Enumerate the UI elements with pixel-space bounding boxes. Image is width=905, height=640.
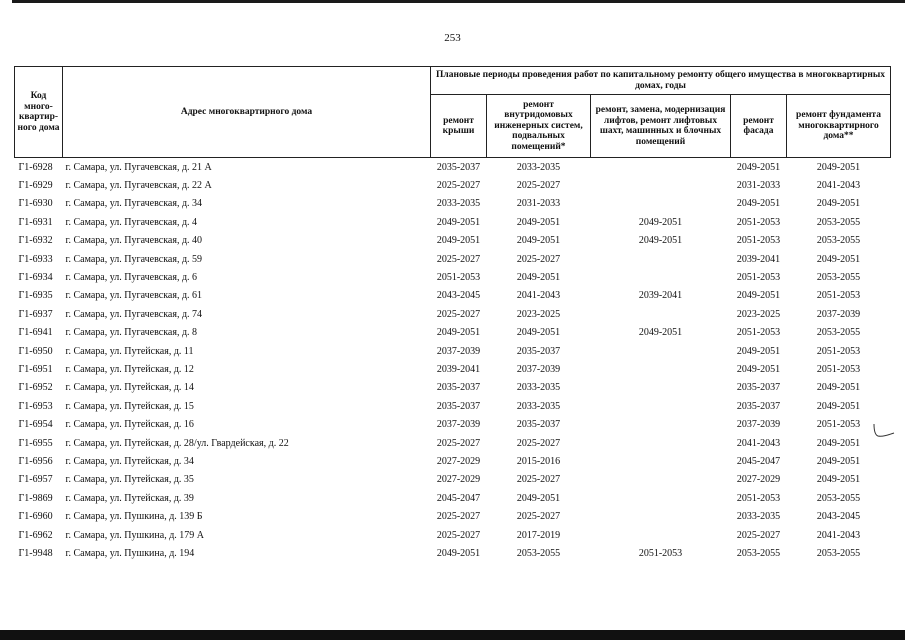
cell-code: Г1-6930 <box>18 198 53 210</box>
cell-facade: 2031-2033 <box>736 180 781 192</box>
table-row <box>15 415 891 433</box>
cell-engineering: 2035-2037 <box>516 345 561 357</box>
cell-elevators: 2051-2053 <box>638 547 683 559</box>
cell-code: Г1-6941 <box>18 327 53 339</box>
cell-foundation: 2053-2055 <box>816 547 861 559</box>
cell-engineering: 2025-2027 <box>516 474 561 486</box>
cell-facade: 2023-2025 <box>736 308 781 320</box>
table-row <box>15 305 891 323</box>
cell-address: г. Самара, ул. Путейская, д. 15 <box>65 400 194 412</box>
cell-facade: 2049-2051 <box>736 363 781 375</box>
table-row <box>15 287 891 305</box>
cell-roof: 2027-2029 <box>436 455 481 467</box>
cell-roof: 2043-2045 <box>436 290 481 302</box>
cell-elevators <box>591 360 731 378</box>
cell-engineering: 2017-2019 <box>516 529 561 541</box>
table-row <box>15 176 891 194</box>
cell-elevators <box>591 176 731 194</box>
header-engineering: ремонт внутридомовых инженерных систем, подвальных помещений* <box>487 95 591 158</box>
cell-code: Г1-6950 <box>18 345 53 357</box>
cell-facade: 2051-2053 <box>736 272 781 284</box>
cell-roof: 2035-2037 <box>436 400 481 412</box>
cell-foundation: 2041-2043 <box>816 180 861 192</box>
cell-engineering: 2041-2043 <box>516 290 561 302</box>
cell-code: Г1-6935 <box>18 290 53 302</box>
cell-facade: 2039-2041 <box>736 253 781 265</box>
cell-elevators <box>591 195 731 213</box>
table-row <box>15 489 891 507</box>
cell-code: Г1-6955 <box>18 437 53 449</box>
table-row <box>15 232 891 250</box>
cell-address: г. Самара, ул. Пугачевская, д. 40 <box>65 235 203 247</box>
cell-foundation: 2053-2055 <box>816 235 861 247</box>
header-roof: ремонт крыши <box>431 95 487 158</box>
cell-roof: 2049-2051 <box>436 327 481 339</box>
top-edge-rule <box>12 0 905 3</box>
cell-roof: 2037-2039 <box>436 419 481 431</box>
cell-foundation: 2053-2055 <box>816 216 861 228</box>
cell-roof: 2025-2027 <box>436 529 481 541</box>
cell-engineering: 2049-2051 <box>516 327 561 339</box>
table-row <box>15 379 891 397</box>
cell-foundation: 2049-2051 <box>816 253 861 265</box>
cell-engineering: 2049-2051 <box>516 216 561 228</box>
cell-roof: 2035-2037 <box>436 161 481 173</box>
cell-elevators <box>591 526 731 544</box>
cell-roof: 2049-2051 <box>436 235 481 247</box>
cell-engineering: 2037-2039 <box>516 363 561 375</box>
cell-roof: 2045-2047 <box>436 492 481 504</box>
cell-engineering: 2031-2033 <box>516 198 561 210</box>
cell-elevators <box>591 434 731 452</box>
cell-code: Г1-6937 <box>18 308 53 320</box>
cell-code: Г1-9948 <box>18 547 53 559</box>
cell-engineering: 2033-2035 <box>516 400 561 412</box>
cell-address: г. Самара, ул. Пушкина, д. 194 <box>65 547 195 559</box>
cell-code: Г1-6933 <box>18 253 53 265</box>
cell-facade: 2035-2037 <box>736 400 781 412</box>
cell-elevators <box>591 471 731 489</box>
cell-address: г. Самара, ул. Путейская, д. 35 <box>65 474 194 486</box>
cell-foundation: 2051-2053 <box>816 419 861 431</box>
cell-roof: 2033-2035 <box>436 198 481 210</box>
cell-address: г. Самара, ул. Путейская, д. 12 <box>65 363 194 375</box>
cell-roof: 2025-2027 <box>436 511 481 523</box>
cell-elevators <box>591 305 731 323</box>
repair-schedule-table <box>14 66 891 563</box>
cell-facade: 2051-2053 <box>736 327 781 339</box>
cell-roof: 2027-2029 <box>436 474 481 486</box>
cell-roof: 2025-2027 <box>436 437 481 449</box>
table-row <box>15 324 891 342</box>
cell-engineering: 2025-2027 <box>516 511 561 523</box>
cell-elevators: 2049-2051 <box>638 235 683 247</box>
cell-facade: 2025-2027 <box>736 529 781 541</box>
cell-facade: 2045-2047 <box>736 455 781 467</box>
cell-code: Г1-6952 <box>18 382 53 394</box>
cell-code: Г1-6960 <box>18 511 53 523</box>
table-row <box>15 195 891 213</box>
cell-engineering: 2049-2051 <box>516 492 561 504</box>
cell-roof: 2025-2027 <box>436 253 481 265</box>
cell-foundation: 2049-2051 <box>816 198 861 210</box>
cell-engineering: 2053-2055 <box>516 547 561 559</box>
cell-code: Г1-6932 <box>18 235 53 247</box>
cell-foundation: 2049-2051 <box>816 474 861 486</box>
cell-foundation: 2043-2045 <box>816 511 861 523</box>
table-row <box>15 397 891 415</box>
cell-code: Г1-6951 <box>18 363 53 375</box>
table-row <box>15 342 891 360</box>
bottom-edge-rule <box>0 630 905 640</box>
cell-roof: 2049-2051 <box>436 547 481 559</box>
cell-address: г. Самара, ул. Пугачевская, д. 6 <box>65 272 198 284</box>
cell-foundation: 2049-2051 <box>816 161 861 173</box>
cell-facade: 2035-2037 <box>736 382 781 394</box>
cell-engineering: 2015-2016 <box>516 455 561 467</box>
table-row <box>15 544 891 562</box>
cell-elevators <box>591 250 731 268</box>
header-periods: Плановые периоды проведения работ по капитальному ремонту общего имущества в многоквартирных домах, годы <box>431 67 891 95</box>
cell-engineering: 2023-2025 <box>516 308 561 320</box>
cell-address: г. Самара, ул. Пугачевская, д. 21 А <box>65 161 212 173</box>
cell-code: Г1-6931 <box>18 216 53 228</box>
cell-foundation: 2049-2051 <box>816 455 861 467</box>
table-row <box>15 213 891 231</box>
cell-foundation: 2053-2055 <box>816 327 861 339</box>
cell-engineering: 2025-2027 <box>516 180 561 192</box>
cell-facade: 2051-2053 <box>736 235 781 247</box>
table-row <box>15 434 891 452</box>
cell-foundation: 2051-2053 <box>816 345 861 357</box>
cell-facade: 2041-2043 <box>736 437 781 449</box>
table-row <box>15 268 891 286</box>
cell-elevators <box>591 452 731 470</box>
cell-foundation: 2037-2039 <box>816 308 861 320</box>
cell-address: г. Самара, ул. Пугачевская, д. 4 <box>65 216 198 228</box>
cell-elevators <box>591 342 731 360</box>
cell-engineering: 2025-2027 <box>516 437 561 449</box>
cell-facade: 2027-2029 <box>736 474 781 486</box>
cell-code: Г1-6928 <box>18 161 53 173</box>
table-row <box>15 526 891 544</box>
cell-foundation: 2053-2055 <box>816 272 861 284</box>
cell-address: г. Самара, ул. Пугачевская, д. 8 <box>65 327 198 339</box>
cell-address: г. Самара, ул. Пушкина, д. 139 Б <box>65 511 203 523</box>
cell-foundation: 2053-2055 <box>816 492 861 504</box>
cell-elevators <box>591 489 731 507</box>
cell-roof: 2037-2039 <box>436 345 481 357</box>
cell-address: г. Самара, ул. Путейская, д. 11 <box>65 345 194 357</box>
header-code: Код много-квартир-ного дома <box>15 67 63 158</box>
cell-code: Г1-6953 <box>18 400 53 412</box>
cell-roof: 2051-2053 <box>436 272 481 284</box>
cell-engineering: 2049-2051 <box>516 235 561 247</box>
cell-elevators <box>591 158 731 177</box>
cell-roof: 2025-2027 <box>436 308 481 320</box>
cell-code: Г1-6962 <box>18 529 53 541</box>
cell-foundation: 2049-2051 <box>816 400 861 412</box>
cell-code: Г1-6934 <box>18 272 53 284</box>
cell-engineering: 2025-2027 <box>516 253 561 265</box>
cell-code: Г1-6954 <box>18 419 53 431</box>
cell-facade: 2049-2051 <box>736 198 781 210</box>
cell-facade: 2051-2053 <box>736 492 781 504</box>
cell-facade: 2049-2051 <box>736 290 781 302</box>
cell-address: г. Самара, ул. Путейская, д. 16 <box>65 419 194 431</box>
cell-roof: 2039-2041 <box>436 363 481 375</box>
cell-elevators <box>591 415 731 433</box>
cell-code: Г1-6956 <box>18 455 53 467</box>
cell-address: г. Самара, ул. Путейская, д. 28/ул. Гвардейская, д. 22 <box>65 437 289 449</box>
cell-roof: 2035-2037 <box>436 382 481 394</box>
cell-elevators <box>591 507 731 525</box>
page-number: 253 <box>444 32 461 44</box>
cell-address: г. Самара, ул. Путейская, д. 39 <box>65 492 194 504</box>
cell-elevators <box>591 379 731 397</box>
table-row <box>15 507 891 525</box>
cell-foundation: 2041-2043 <box>816 529 861 541</box>
cell-facade: 2051-2053 <box>736 216 781 228</box>
header-elevators: ремонт, замена, модернизация лифтов, ремонт лифтовых шахт, машинных и блочных помещений <box>591 95 731 158</box>
header-foundation: ремонт фундамента многоквартирного дома** <box>787 95 891 158</box>
cell-address: г. Самара, ул. Пугачевская, д. 22 А <box>65 180 212 192</box>
cell-address: г. Самара, ул. Пугачевская, д. 34 <box>65 198 203 210</box>
cell-facade: 2053-2055 <box>736 547 781 559</box>
header-facade: ремонт фасада <box>731 95 787 158</box>
cell-engineering: 2033-2035 <box>516 382 561 394</box>
table-row <box>15 360 891 378</box>
cell-code: Г1-6957 <box>18 474 53 486</box>
cell-foundation: 2051-2053 <box>816 290 861 302</box>
cell-engineering: 2049-2051 <box>516 272 561 284</box>
cell-elevators <box>591 268 731 286</box>
cell-elevators: 2049-2051 <box>638 327 683 339</box>
cell-elevators: 2049-2051 <box>638 216 683 228</box>
handwritten-check-mark <box>872 422 896 442</box>
cell-facade: 2049-2051 <box>736 161 781 173</box>
table-row <box>15 158 891 177</box>
header-address: Адрес многоквартирного дома <box>63 67 431 158</box>
cell-roof: 2049-2051 <box>436 216 481 228</box>
table-row <box>15 471 891 489</box>
cell-code: Г1-9869 <box>18 492 53 504</box>
cell-facade: 2037-2039 <box>736 419 781 431</box>
cell-foundation: 2049-2051 <box>816 382 861 394</box>
cell-facade: 2049-2051 <box>736 345 781 357</box>
table-row <box>15 250 891 268</box>
cell-foundation: 2049-2051 <box>816 437 861 449</box>
cell-address: г. Самара, ул. Пугачевская, д. 74 <box>65 308 203 320</box>
cell-foundation: 2051-2053 <box>816 363 861 375</box>
cell-address: г. Самара, ул. Пугачевская, д. 59 <box>65 253 203 265</box>
cell-elevators <box>591 397 731 415</box>
cell-address: г. Самара, ул. Пугачевская, д. 61 <box>65 290 203 302</box>
cell-address: г. Самара, ул. Путейская, д. 34 <box>65 455 194 467</box>
cell-address: г. Самара, ул. Путейская, д. 14 <box>65 382 194 394</box>
table-row <box>15 452 891 470</box>
table-body <box>15 158 891 563</box>
cell-engineering: 2035-2037 <box>516 419 561 431</box>
cell-roof: 2025-2027 <box>436 180 481 192</box>
cell-engineering: 2033-2035 <box>516 161 561 173</box>
cell-elevators: 2039-2041 <box>638 290 683 302</box>
cell-code: Г1-6929 <box>18 180 53 192</box>
cell-address: г. Самара, ул. Пушкина, д. 179 А <box>65 529 205 541</box>
cell-facade: 2033-2035 <box>736 511 781 523</box>
